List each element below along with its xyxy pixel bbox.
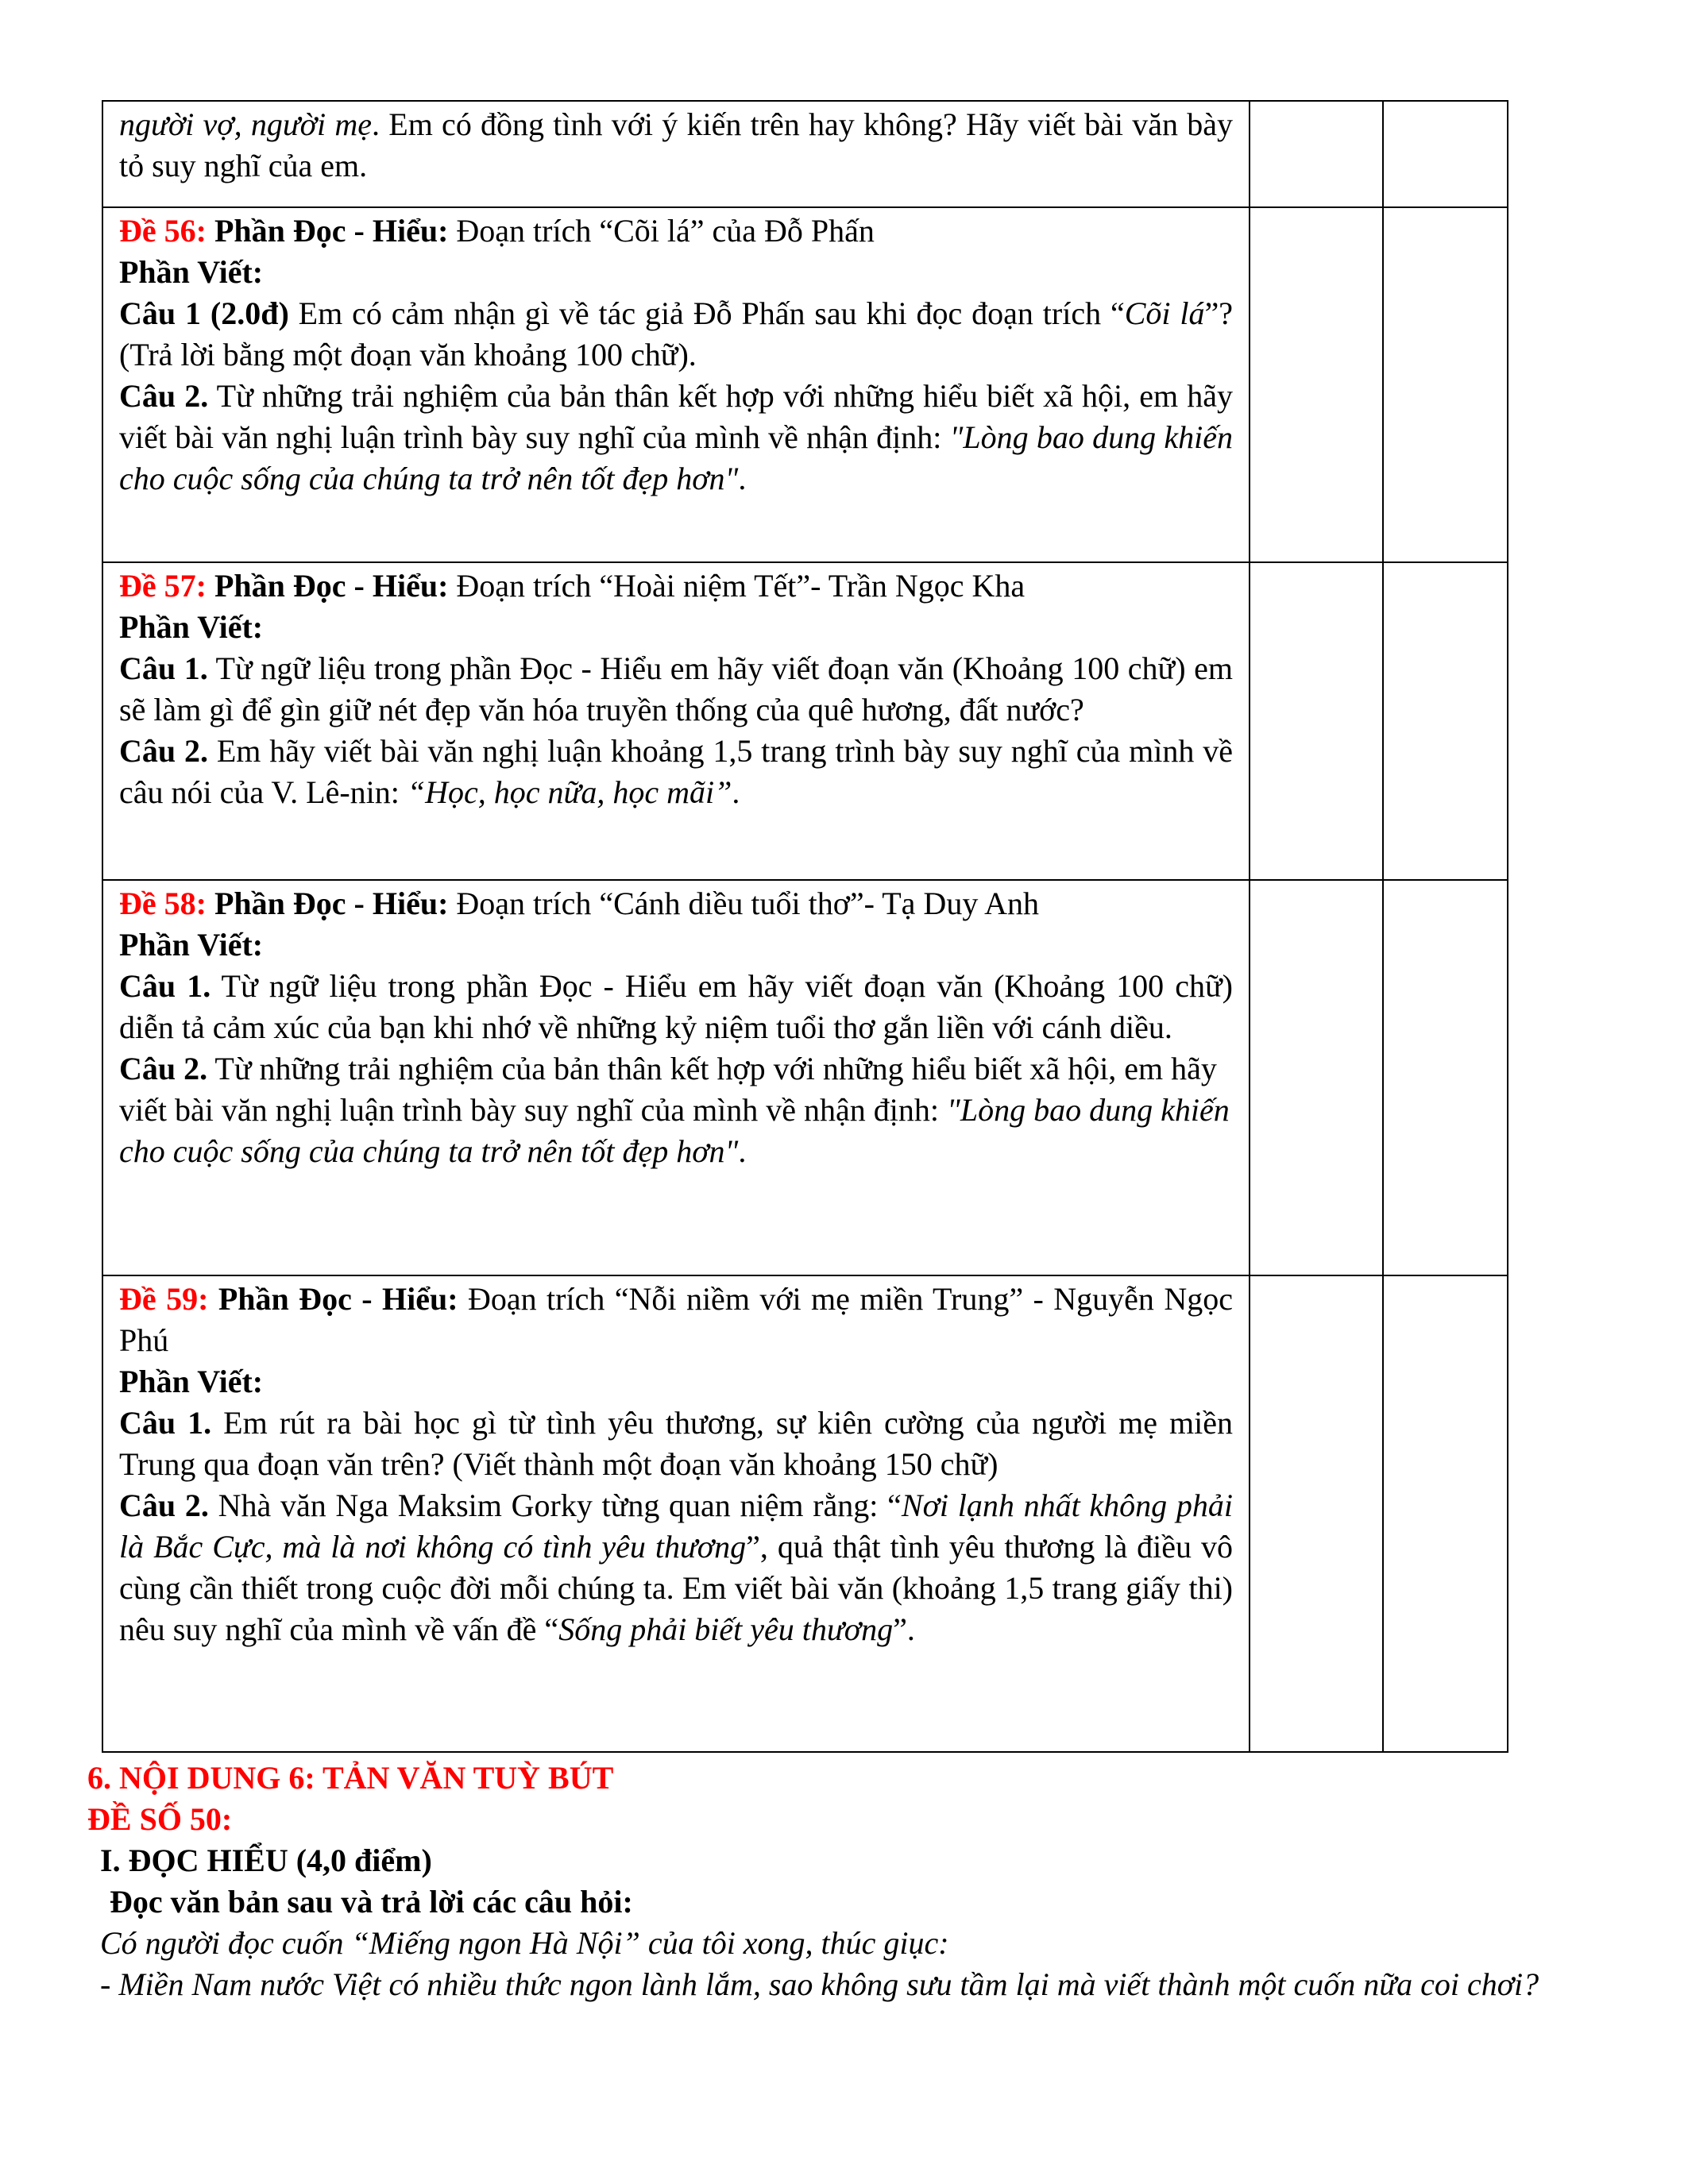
question-label: Câu 2. — [119, 1488, 209, 1523]
question-label: Câu 1. — [119, 650, 208, 686]
question-text: ”? (Trả lời bằng một đoạn văn khoảng 100 chữ). — [119, 295, 1233, 372]
passage-line: Có người đọc cuốn “Miếng ngon Hà Nội” của tôi xong, thúc giục: — [100, 1925, 949, 1961]
doc-text: Đoạn trích “Hoài niệm Tết”- Trần Ngọc Kha — [448, 568, 1026, 604]
section-block — [87, 1758, 1597, 2005]
table-cell-empty — [1250, 880, 1383, 1275]
viet-label: Phần Viết: — [119, 1364, 264, 1399]
table-row — [102, 562, 1508, 880]
table-cell-empty — [1383, 101, 1508, 207]
question-label: Câu 1. — [119, 1405, 212, 1441]
question-label: Câu 1 (2.0đ) — [119, 295, 289, 331]
question-text: Từ ngữ liệu trong phần Đọc - Hiểu em hãy viết đoạn văn (Khoảng 100 chữ) em sẽ làm gì để gìn giữ nét đẹp văn hóa truyền thống của quê hương, đất nước? — [119, 650, 1233, 727]
italic-quote: "Lòng bao dung khiến cho cuộc sống của chúng ta trở nên tốt đẹp hơn" — [119, 1092, 1230, 1169]
passage-line: - Miền Nam nước Việt có nhiều thức ngon lành lắm, sao không sưu tầm lại mà viết thành một cuốn nữa coi chơi? — [100, 1966, 1539, 2002]
doc-text: Đoạn trích “Nỗi niềm với mẹ miền Trung” - Nguyễn Ngọc Phú — [119, 1281, 1233, 1358]
italic-quote: "Lòng bao dung khiến cho cuộc sống của chúng ta trở nên tốt đẹp hơn" — [119, 419, 1234, 496]
punctuation: . — [738, 1133, 747, 1169]
question-text: Em có cảm nhận gì về tác giả Đỗ Phấn sau khi đọc đoạn trích “ — [288, 295, 1125, 331]
table-row — [102, 1275, 1508, 1752]
question-text: Từ ngữ liệu trong phần Đọc - Hiểu em hãy viết đoạn văn (Khoảng 100 chữ) diễn tả cảm xúc của bạn khi nhớ về những kỷ niệm tuổi thơ gắn liền với cánh diều. — [119, 968, 1233, 1045]
doc-text: Đoạn trích “Cõi lá” của Đỗ Phấn — [448, 213, 875, 249]
table-cell-content — [102, 562, 1250, 880]
question-text: ”. — [893, 1611, 915, 1647]
punctuation: . — [738, 461, 747, 496]
question-text: ”, quả thật tình yêu thương là điều vô cùng cần thiết trong cuộc đời mỗi chúng ta. Em viết bài văn (khoảng 1,5 trang giấy thi) nêu suy nghĩ của mình về vấn đề “ — [119, 1529, 1233, 1647]
table-cell-empty — [1383, 207, 1508, 562]
doc-label: Phần Đọc - Hiểu: — [214, 568, 449, 604]
viet-label: Phần Viết: — [119, 254, 264, 290]
table-cell-empty — [1383, 562, 1508, 880]
italic-title: Cõi lá — [1124, 295, 1205, 331]
doc-label: Phần Đọc - Hiểu: — [218, 1281, 458, 1317]
italic-quote: “Học, học nữa, học mãi” — [407, 774, 732, 810]
doc-text: Đoạn trích “Cánh diều tuổi thơ”- Tạ Duy Anh — [448, 886, 1039, 921]
de-so-heading: ĐỀ SỐ 50: — [87, 1801, 233, 1837]
italic-quote: Sống phải biết yêu thương — [558, 1611, 894, 1647]
italic-quote: Nơi lạnh nhất không phải là Bắc Cực, mà là nơi không có tình yêu thương — [119, 1488, 1234, 1565]
table-row — [102, 880, 1508, 1275]
question-label: Câu 2. — [119, 733, 208, 769]
de-label: Đề 56: — [119, 213, 207, 249]
table-cell-empty — [1250, 101, 1383, 207]
question-label: Câu 1. — [119, 968, 211, 1004]
question-text: Em hãy viết bài văn nghị luận khoảng 1,5 trang trình bày suy nghĩ của mình về câu nói của V. Lê-nin: — [119, 733, 1233, 810]
table-cell-empty — [1250, 207, 1383, 562]
exam-table — [102, 100, 1508, 1753]
viet-label: Phần Viết: — [119, 927, 264, 963]
italic-phrase: người vợ, người mẹ — [119, 106, 373, 142]
table-cell-content — [102, 101, 1250, 207]
table-cell-content — [102, 207, 1250, 562]
instruction-text: Đọc văn bản sau và trả lời các câu hỏi: — [110, 1884, 633, 1920]
table-cell-content — [102, 1275, 1250, 1752]
doc-label: Phần Đọc - Hiểu: — [214, 886, 449, 921]
de-label: Đề 59: — [119, 1281, 209, 1317]
table-cell-empty — [1383, 1275, 1508, 1752]
section-title: 6. NỘI DUNG 6: TẢN VĂN TUỲ BÚT — [87, 1760, 614, 1796]
de-label: Đề 58: — [119, 886, 207, 921]
question-label: Câu 2. — [119, 378, 209, 414]
row-text: . Em có đồng tình với ý kiến trên hay không? Hãy viết bài văn bày tỏ suy nghĩ của em. — [119, 106, 1234, 183]
table-cell-empty — [1383, 880, 1508, 1275]
punctuation: . — [732, 774, 740, 810]
table-cell-content — [102, 880, 1250, 1275]
question-text: Từ những trải nghiệm của bản thân kết hợp với những hiểu biết xã hội, em hãy viết bài văn nghị luận trình bày suy nghĩ của mình về nhận định: — [119, 1051, 1217, 1128]
question-text: Từ những trải nghiệm của bản thân kết hợp với những hiểu biết xã hội, em hãy viết bài văn nghị luận trình bày suy nghĩ của mình về nhận định: — [119, 378, 1233, 455]
table-cell-empty — [1250, 562, 1383, 880]
viet-label: Phần Viết: — [119, 609, 264, 645]
doc-label: Phần Đọc - Hiểu: — [214, 213, 449, 249]
table-row — [102, 101, 1508, 207]
table-row — [102, 207, 1508, 562]
question-label: Câu 2. — [119, 1051, 208, 1086]
question-text: Em rút ra bài học gì từ tình yêu thương, sự kiên cường của người mẹ miền Trung qua đoạn văn trên? (Viết thành một đoạn văn khoảng 150 chữ) — [119, 1405, 1233, 1482]
de-label: Đề 57: — [119, 568, 207, 604]
table-cell-empty — [1250, 1275, 1383, 1752]
question-text: Nhà văn Nga Maksim Gorky từng quan niệm rằng: “ — [208, 1488, 902, 1523]
part-heading: I. ĐỌC HIỂU (4,0 điểm) — [100, 1843, 432, 1878]
